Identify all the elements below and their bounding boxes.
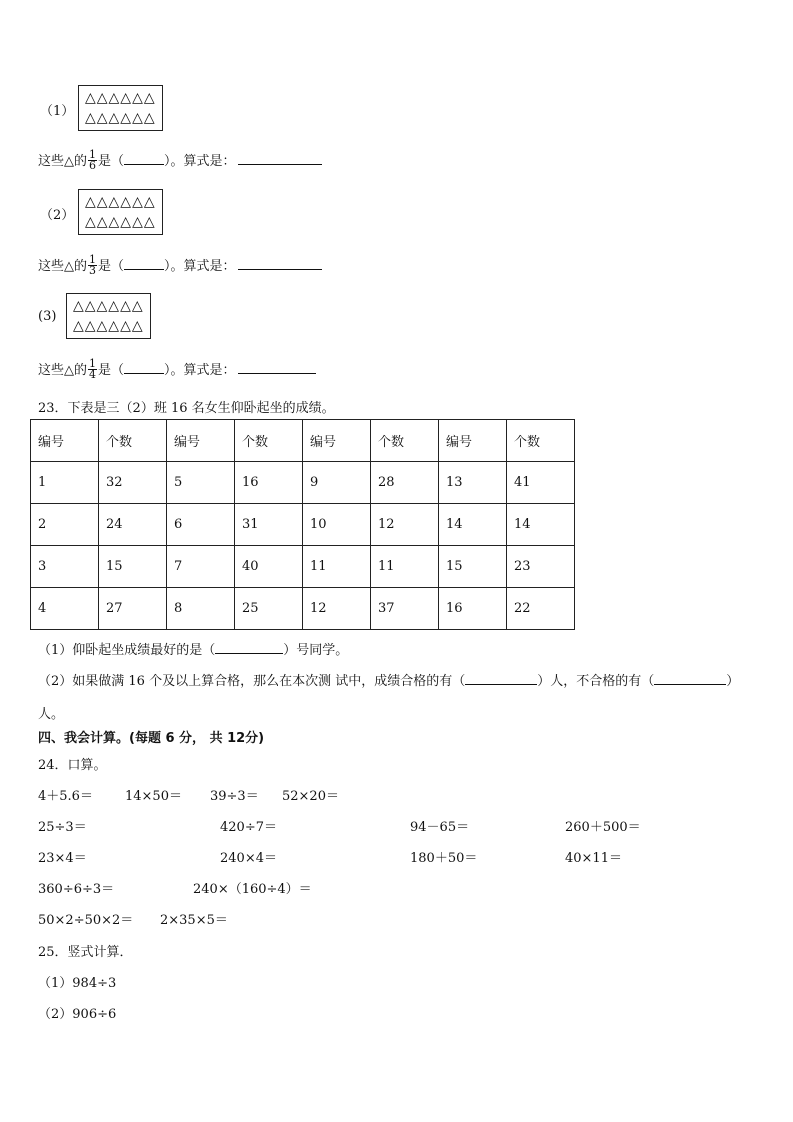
table-cell: 3 [31,546,99,588]
vertical-calc-item: （1）984÷3 [38,976,117,991]
pass-count-blank[interactable] [465,672,537,685]
question-prefix: 这些△的 [38,259,87,274]
sub2-text-close: ） [726,674,740,689]
fraction-denominator: 6 [89,159,96,172]
table-header-cell: 个数 [99,420,167,462]
q24-title: 24．口算。 [38,758,107,773]
mental-math-item: 40×11＝ [565,851,622,866]
table-cell: 10 [303,504,371,546]
part-3-label: (3) [38,309,57,324]
formula-blank[interactable] [238,361,316,374]
table-cell: 4 [31,588,99,630]
table-row [31,588,575,630]
triangle-box-1 [78,85,163,131]
answer-blank[interactable] [124,257,164,270]
table-cell: 5 [167,462,235,504]
table-cell: 28 [371,462,439,504]
triangle-row: △△△△△△ [85,90,156,106]
table-cell: 14 [507,504,575,546]
question-is: 是（ [98,259,125,274]
mental-math-item: 2×35×5＝ [160,913,228,928]
table-cell: 2 [31,504,99,546]
mental-math-item: 240×（160÷4）＝ [193,882,312,897]
fraction [88,255,97,276]
table-cell: 16 [235,462,303,504]
table-cell: 1 [31,462,99,504]
triangle-box-2 [78,189,163,235]
table-cell: 15 [439,546,507,588]
fraction-numerator: 1 [89,357,96,370]
fraction [88,359,97,380]
table-header-row [31,420,575,462]
table-cell: 23 [507,546,575,588]
section-4-title: 四、我会计算。(每题 6 分， 共 12分) [38,731,265,746]
sub2-text: （2）如果做满 16 个及以上算合格，那么在本次测 试中，成绩合格的有（ [38,674,466,689]
part-1-label: （1） [40,104,75,119]
table-cell: 31 [235,504,303,546]
question-close: ）。算式是： [164,154,236,169]
table-header-cell: 编号 [31,420,99,462]
mental-math-item: 4＋5.6＝ [38,789,93,804]
mental-math-item: 50×2÷50×2＝ [38,913,134,928]
mental-math-item: 360÷6÷3＝ [38,882,115,897]
table-cell: 11 [303,546,371,588]
table-cell: 13 [439,462,507,504]
table-cell: 27 [99,588,167,630]
table-cell: 25 [235,588,303,630]
fraction-denominator: 3 [89,264,96,277]
mental-math-item: 240×4＝ [220,851,277,866]
answer-blank[interactable] [124,361,164,374]
question-close: ）。算式是： [164,363,236,378]
table-row [31,462,575,504]
table-header-cell: 编号 [439,420,507,462]
formula-blank[interactable] [238,152,322,165]
mental-math-item: 23×4＝ [38,851,87,866]
triangle-row: △△△△△△ [73,298,144,314]
table-cell: 15 [99,546,167,588]
sub2-text-mid: ）人，不合格的有（ [537,674,655,689]
triangle-row: △△△△△△ [85,194,156,210]
formula-blank[interactable] [238,257,322,270]
best-student-blank[interactable] [215,641,283,654]
triangle-row: △△△△△△ [85,110,156,126]
fraction [88,150,97,171]
question-prefix: 这些△的 [38,154,87,169]
mental-math-item: 260＋500＝ [565,820,641,835]
table-header-cell: 个数 [371,420,439,462]
table-cell: 24 [99,504,167,546]
scores-table [30,419,575,630]
table-cell: 12 [371,504,439,546]
table-cell: 22 [507,588,575,630]
mental-math-item: 180＋50＝ [410,851,478,866]
table-cell: 14 [439,504,507,546]
fail-count-blank[interactable] [654,672,726,685]
table-cell: 7 [167,546,235,588]
table-cell: 37 [371,588,439,630]
table-cell: 11 [371,546,439,588]
table-cell: 32 [99,462,167,504]
mental-math-item: 25÷3＝ [38,820,87,835]
sub1-text-end: ）号同学。 [283,643,349,658]
question-prefix: 这些△的 [38,363,87,378]
table-cell: 16 [439,588,507,630]
sub1-text: （1）仰卧起坐成绩最好的是（ [38,643,216,658]
table-header-cell: 个数 [235,420,303,462]
triangle-row: △△△△△△ [73,318,144,334]
fraction-numerator: 1 [89,148,96,161]
table-cell: 12 [303,588,371,630]
mental-math-item: 39÷3＝ [210,789,259,804]
q23-sub2-continued: 人。 [38,707,65,722]
fraction-numerator: 1 [89,253,96,266]
part-3-question [38,359,316,381]
mental-math-item: 52×20＝ [282,789,339,804]
q23-sub1 [38,639,348,658]
mental-math-item: 14×50＝ [125,789,182,804]
vertical-calc-item: （2）906÷6 [38,1007,117,1022]
table-row [31,504,575,546]
answer-blank[interactable] [124,152,164,165]
q23-title: 23．下表是三（2）班 16 名女生仰卧起坐的成绩。 [38,401,335,416]
part-2-label: （2） [40,208,75,223]
question-close: ）。算式是： [164,259,236,274]
triangle-box-3 [66,293,151,339]
part-1-question [38,150,322,172]
mental-math-item: 94－65＝ [410,820,470,835]
triangle-row: △△△△△△ [85,214,156,230]
q23-sub2 [38,670,739,689]
q25-title: 25．竖式计算． [38,945,133,960]
table-row [31,546,575,588]
question-is: 是（ [98,363,125,378]
table-cell: 41 [507,462,575,504]
fraction-denominator: 4 [89,368,96,381]
table-cell: 40 [235,546,303,588]
table-cell: 9 [303,462,371,504]
table-cell: 8 [167,588,235,630]
question-is: 是（ [98,154,125,169]
part-2-question [38,255,322,277]
table-header-cell: 编号 [303,420,371,462]
table-header-cell: 编号 [167,420,235,462]
table-cell: 6 [167,504,235,546]
table-header-cell: 个数 [507,420,575,462]
mental-math-item: 420÷7＝ [220,820,277,835]
